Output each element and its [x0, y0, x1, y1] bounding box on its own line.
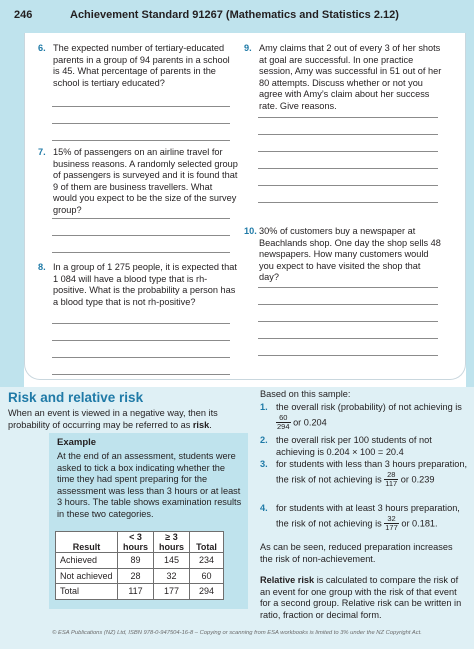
column-header-result: Result	[56, 532, 118, 553]
table-header-row	[56, 532, 224, 553]
relative-risk-text: is calculated to compare the risk of an event for one group with the risk of that event for a second group. Relative risk can be written in ratio, fraction or decimal form.	[260, 575, 462, 620]
question-8	[38, 262, 238, 308]
fraction	[384, 471, 398, 489]
item-text-part: for students with at least 3 hours preparation, the risk of not achieving is	[276, 503, 460, 529]
item-number: 3.	[260, 459, 268, 469]
answer-line[interactable]	[258, 117, 438, 118]
section-intro	[8, 408, 248, 431]
left-margin-strip	[0, 33, 24, 387]
item-text	[260, 503, 470, 533]
answer-line[interactable]	[258, 168, 438, 169]
list-item	[260, 503, 470, 533]
item-text-part: for students with less than 3 hours preparation, the risk of not achieving is	[276, 459, 468, 485]
list-item	[260, 435, 470, 458]
answer-line[interactable]	[52, 140, 230, 141]
fraction	[384, 515, 399, 533]
item-text: the overall risk per 100 students of not achieving is 0.204 × 100 = 20.4	[276, 435, 432, 457]
question-10	[244, 226, 442, 284]
intro-keyword: risk	[192, 419, 210, 430]
page-number: 246	[14, 9, 33, 21]
question-number: 9.	[244, 43, 252, 53]
answer-line[interactable]	[258, 185, 438, 186]
table-cell: Total	[56, 584, 118, 600]
sample-intro: Based on this sample:	[260, 389, 351, 399]
question-text: Amy claims that 2 out of every 3 of her shots at goal are successful. In one practice session, Amy was successful in 51 out of her 80 attempts. Discuss whether or not you agree with Amy’s claim about her success rate. Give reasons.	[259, 43, 442, 111]
fraction-numerator: 60	[276, 414, 291, 424]
fraction-denominator: 117	[385, 479, 398, 489]
column-header-total: Total	[190, 532, 224, 553]
table-row	[56, 584, 224, 600]
section-heading: Risk and relative risk	[8, 390, 144, 405]
example-text: At the end of an assessment, students were asked to tick a box indicating whether the time they had spent preparing for the assessment was less than 3 hours or at least 3 hours. The table shows examination results in these two categories.	[57, 451, 242, 519]
header-line: hours	[158, 542, 184, 552]
item-number: 1.	[260, 402, 268, 412]
question-9	[244, 43, 442, 113]
table-cell: 177	[154, 584, 190, 600]
fraction-numerator: 32	[384, 515, 399, 525]
table-cell: 32	[154, 568, 190, 584]
table-cell: 234	[190, 553, 224, 569]
answer-line[interactable]	[52, 123, 230, 124]
header-line: hours	[122, 542, 148, 552]
fraction	[276, 414, 291, 432]
table-cell: 294	[190, 584, 224, 600]
results-table	[55, 531, 224, 600]
question-text: 15% of passengers on an airline travel for business reasons. A randomly selected group of passengers is surveyed and it is found that 9 of them are business travellers. What would you expect to be the size of the survey group?	[53, 147, 238, 215]
question-number: 6.	[38, 43, 46, 53]
answer-line[interactable]	[52, 235, 230, 236]
item-text-part: or 0.181.	[398, 518, 438, 529]
answer-line[interactable]	[52, 323, 230, 324]
fraction-numerator: 28	[384, 471, 398, 481]
answer-line[interactable]	[52, 106, 230, 107]
answer-line[interactable]	[52, 357, 230, 358]
answer-line[interactable]	[258, 338, 438, 339]
answer-line[interactable]	[52, 374, 230, 375]
answer-line[interactable]	[258, 134, 438, 135]
table-cell: 28	[118, 568, 154, 584]
table-cell: Not achieved	[56, 568, 118, 584]
column-header-less-than-3	[118, 532, 154, 553]
column-header-at-least-3	[154, 532, 190, 553]
item-text	[260, 402, 470, 432]
intro-end: .	[209, 419, 212, 430]
table-cell: 60	[190, 568, 224, 584]
relative-risk-definition	[260, 575, 468, 621]
header-line: < 3	[129, 532, 142, 542]
answer-line[interactable]	[258, 202, 438, 203]
answer-line[interactable]	[258, 355, 438, 356]
answer-line[interactable]	[52, 252, 230, 253]
question-7	[38, 147, 238, 217]
table-cell: Achieved	[56, 553, 118, 569]
page-title: Achievement Standard 91267 (Mathematics and Statistics 2.12)	[70, 9, 399, 21]
item-text-part: or 0.239	[398, 474, 435, 485]
question-text: The expected number of tertiary-educated parents in a group of 94 parents in a school is 45. What percentage of parents in the school is tertiary educated?	[53, 43, 230, 88]
question-6	[38, 43, 238, 89]
table-cell: 89	[118, 553, 154, 569]
header-line: ≥ 3	[165, 532, 178, 542]
fraction-denominator: 177	[385, 523, 398, 533]
conclusion-text: As can be seen, reduced preparation increases the risk of non-achievement.	[260, 542, 453, 564]
item-number: 2.	[260, 435, 268, 445]
intro-text: When an event is viewed in a negative way, then its probability of occurring may be referred to as	[8, 408, 218, 430]
table-row	[56, 553, 224, 569]
item-text	[260, 459, 470, 489]
fraction-denominator: 294	[277, 422, 290, 432]
answer-line[interactable]	[258, 151, 438, 152]
answer-line[interactable]	[258, 304, 438, 305]
item-number: 4.	[260, 503, 268, 513]
table-cell: 145	[154, 553, 190, 569]
answer-line[interactable]	[258, 287, 438, 288]
table-row	[56, 568, 224, 584]
list-item	[260, 459, 470, 489]
right-margin-strip	[466, 33, 474, 387]
question-number: 7.	[38, 147, 46, 157]
item-text-part: or 0.204	[290, 417, 327, 428]
table-cell: 117	[118, 584, 154, 600]
answer-line[interactable]	[52, 340, 230, 341]
example-heading: Example	[57, 437, 97, 448]
item-text-part: the overall risk (probability) of not achieving is	[276, 402, 462, 412]
answer-line[interactable]	[52, 218, 230, 219]
answer-line[interactable]	[258, 321, 438, 322]
copyright-footer: © ESA Publications (NZ) Ltd, ISBN 978-0-947504-16-8 – Copying or scanning from ESA workbooks is limited to 3% under the NZ Copyright Act.	[52, 630, 422, 636]
question-text: 30% of customers buy a newspaper at Beachlands shop. One day the shop sells 48 newspapers. How many customers would you expect to have visited the shop that day?	[259, 226, 441, 283]
question-number: 10.	[244, 226, 257, 236]
list-item	[260, 402, 470, 432]
question-text: In a group of 1 275 people, it is expected that 1 084 will have a blood type that is rh-positive. What is the probability a person has a blood type that is not rh-positive?	[53, 262, 237, 307]
question-number: 8.	[38, 262, 46, 272]
relative-risk-term: Relative risk	[260, 575, 315, 585]
